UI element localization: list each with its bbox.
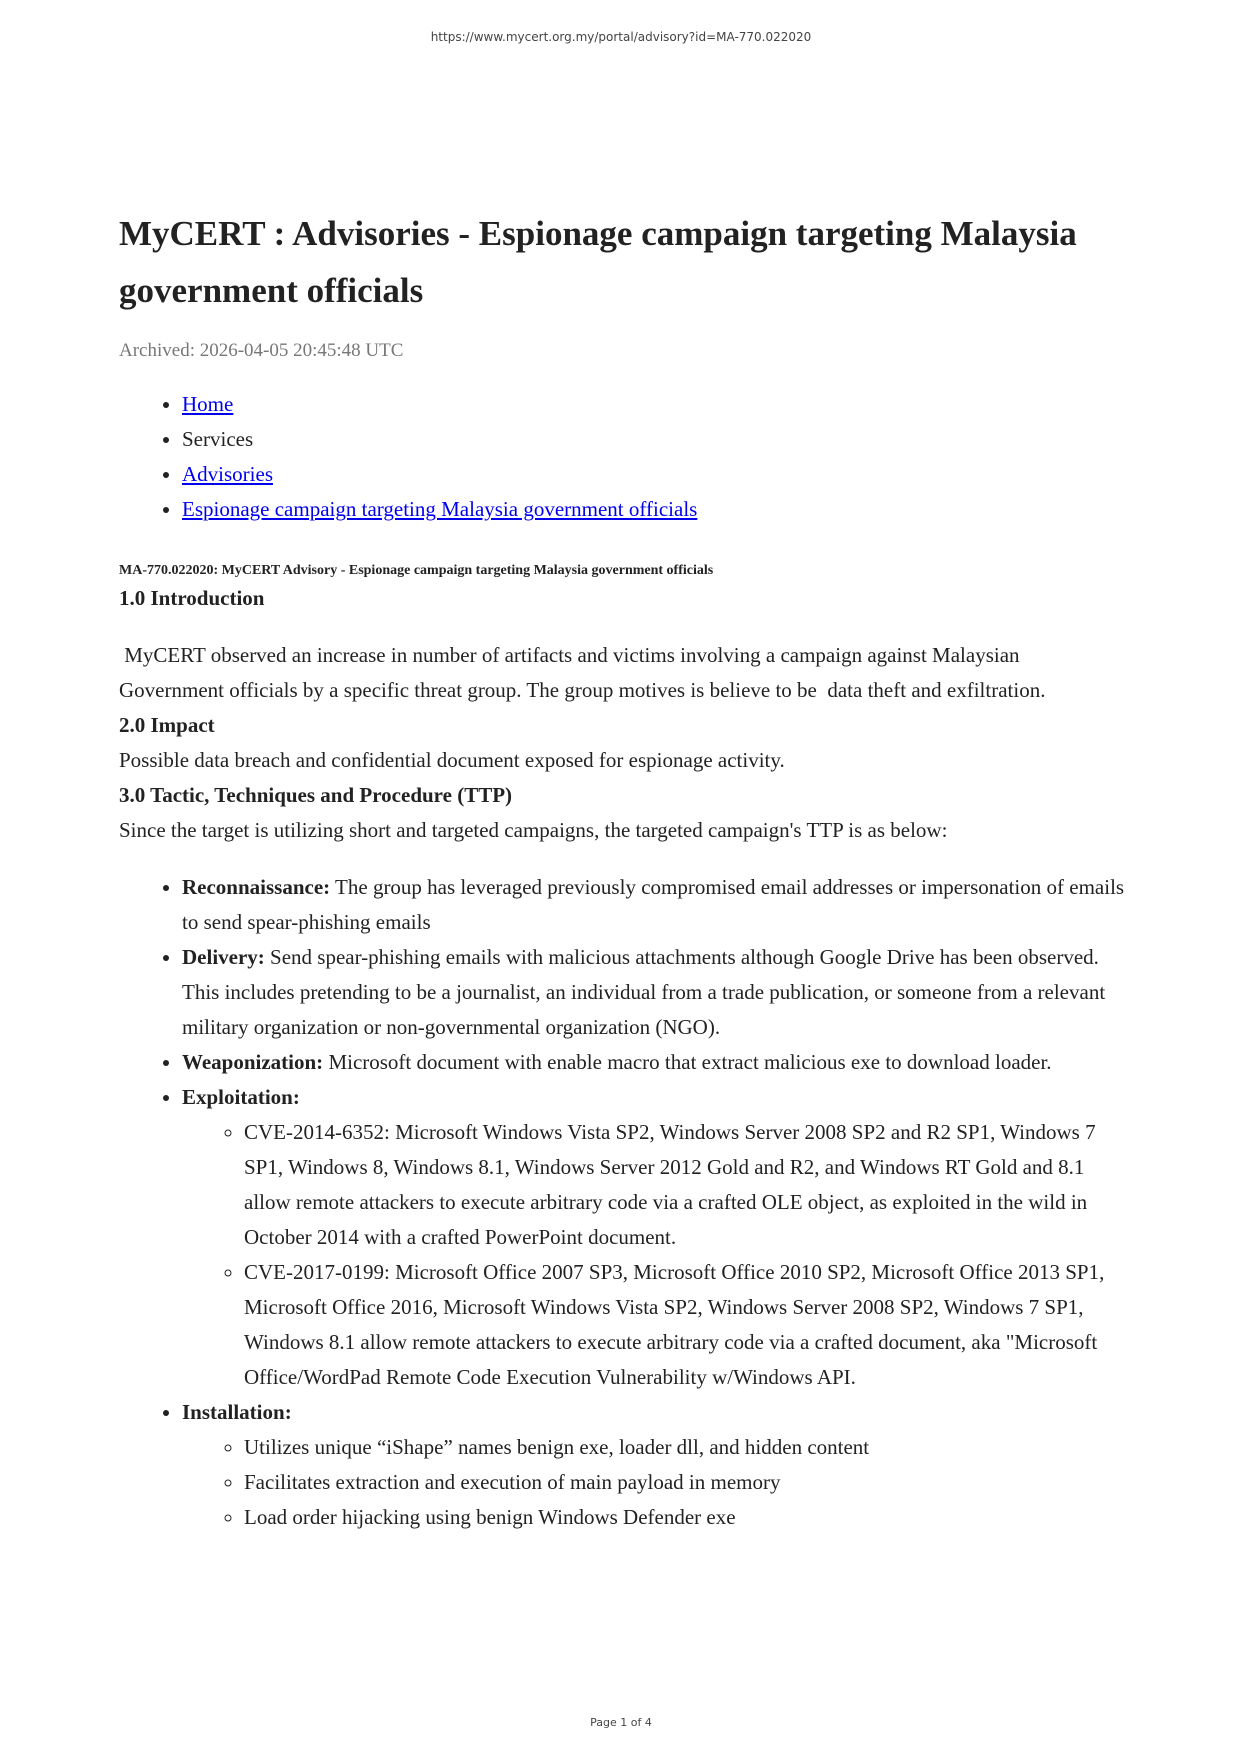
breadcrumb-item-current — [182, 492, 1129, 527]
ttp-label: Exploitation: — [182, 1085, 300, 1109]
ttp-label: Reconnaissance: — [182, 875, 331, 899]
installation-subitem: ◦ Load order hijacking using benign Windows Defender exe — [244, 1500, 1129, 1535]
ttp-list — [119, 870, 1129, 1535]
ttp-label: Installation: — [182, 1400, 292, 1424]
section-introduction-heading: 1.0 Introduction — [119, 586, 265, 610]
installation-sublist — [182, 1430, 1129, 1535]
section-introduction-body: MyCERT observed an increase in number of artifacts and victims involving a campaign against Malaysian Government officials by a specific threat group. The group motives is believe to be data theft and exfiltration. — [119, 643, 1046, 702]
exploitation-sublist — [182, 1115, 1129, 1395]
breadcrumb-item-services — [182, 422, 1129, 457]
exploitation-cve-2014-6352: ◦ CVE-2014-6352: Microsoft Windows Vista SP2, Windows Server 2008 SP2 and R2 SP1, Windows 7 SP1, Windows 8, Windows 8.1, Windows Server 2012 Gold and R2, and Windows RT Gold and 8.1 allow remote attackers to execute arbitrary code via a crafted OLE object, as exploited in the wild in October 2014 with a crafted PowerPoint document. — [244, 1115, 1129, 1255]
ttp-item-reconnaissance — [182, 870, 1129, 940]
section-ttp-heading: 3.0 Tactic, Techniques and Procedure (TTP) — [119, 783, 513, 807]
advisory-id-heading: MA-770.022020: MyCERT Advisory - Espionage campaign targeting Malaysia government officials — [119, 563, 714, 578]
ttp-text: Send spear-phishing emails with malicious attachments although Google Drive has been observed. This includes pretending to be a journalist, an individual from a trade publication, or someone from a relevant military organization or non-governmental organization (NGO). — [182, 945, 1106, 1039]
breadcrumb-link-current-advisory[interactable]: Espionage campaign targeting Malaysia government officials — [182, 497, 698, 521]
breadcrumb-link-advisories[interactable]: Advisories — [182, 462, 273, 486]
page-title: MyCERT : Advisories - Espionage campaign targeting Malaysia government officials — [119, 214, 1077, 310]
section-ttp-intro: Since the target is utilizing short and targeted campaigns, the targeted campaign's TTP is as below: — [119, 818, 948, 842]
installation-subitem: ◦ Utilizes unique “iShape” names benign exe, loader dll, and hidden content — [244, 1430, 1129, 1465]
section-impact-body: Possible data breach and confidential document exposed for espionage activity. — [119, 748, 785, 772]
installation-subitem: ◦ Facilitates extraction and execution of main payload in memory — [244, 1465, 1129, 1500]
ttp-label: Delivery: — [182, 945, 265, 969]
ttp-label: Weaponization: — [182, 1050, 324, 1074]
ttp-item-installation — [182, 1395, 1129, 1535]
breadcrumb-link-home[interactable]: Home — [182, 392, 234, 416]
ttp-item-exploitation — [182, 1080, 1129, 1395]
breadcrumb-item-home — [182, 387, 1129, 422]
exploitation-cve-2017-0199: ◦ CVE-2017-0199: Microsoft Office 2007 SP3, Microsoft Office 2010 SP2, Microsoft Office 2013 SP1, Microsoft Office 2016, Microsoft Windows Vista SP2, Windows Server 2008 SP2, Windows 7 SP1, Windows 8.1 allow remote attackers to execute arbitrary code via a crafted document, aka "Microsoft Office/WordPad Remote Code Execution Vulnerability w/Windows API. — [244, 1255, 1129, 1395]
section-impact-heading: 2.0 Impact — [119, 713, 215, 737]
ttp-item-delivery — [182, 940, 1129, 1045]
print-header-url: https://www.mycert.org.my/portal/advisory?id=MA-770.022020 — [430, 30, 812, 44]
breadcrumb-item-advisories — [182, 457, 1129, 492]
page-number: Page 1 of 4 — [590, 1716, 652, 1729]
article — [119, 205, 1129, 1535]
ttp-text: Microsoft document with enable macro that extract malicious exe to download loader. — [323, 1050, 1052, 1074]
breadcrumb — [119, 387, 1129, 527]
ttp-text: The group has leveraged previously compromised email addresses or impersonation of emails to send spear-phishing emails — [182, 875, 1125, 934]
breadcrumb-text-services: Services — [182, 427, 254, 451]
archived-timestamp: Archived: 2026-04-05 20:45:48 UTC — [119, 340, 404, 361]
ttp-item-weaponization — [182, 1045, 1129, 1080]
